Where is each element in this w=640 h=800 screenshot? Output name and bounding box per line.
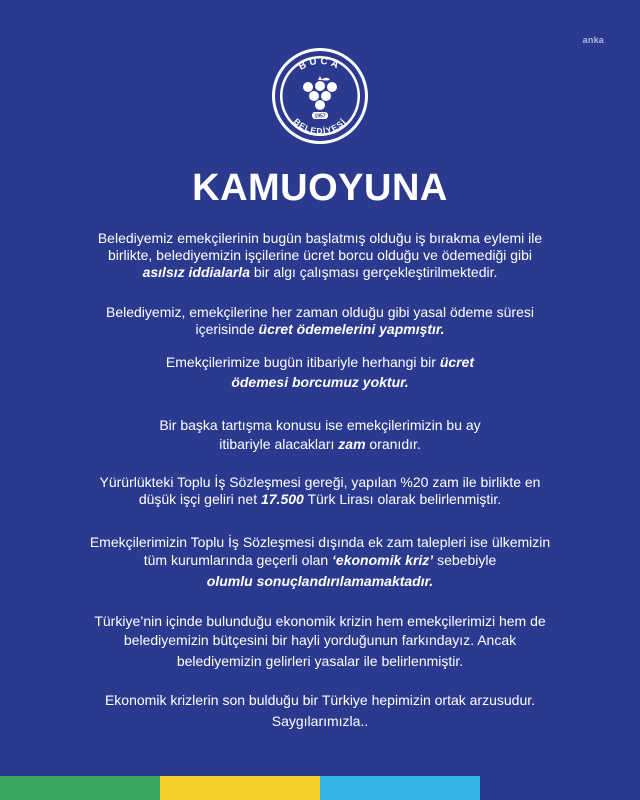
p6-line-1: Emekçilerimizin Toplu İş Sözleşmesi dışında ek zam talepleri ise ülkemizin: [89, 534, 551, 550]
p1-line-1: Belediyemiz emekçilerinin bugün başlatmış olduğu iş bırakma eylemi ile: [97, 230, 543, 246]
logo-bottom-text: BELEDİYESİ: [291, 116, 349, 137]
p4-line-2-end: oranıdır.: [365, 436, 421, 452]
paragraph-8: [40, 690, 600, 732]
p2-line-1: Belediyemiz, emekçilerine her zaman olduğu gibi yasal ödeme süresi: [106, 304, 534, 320]
p3-emphasis-1: ücret: [439, 354, 475, 370]
buca-belediyesi-logo: [270, 46, 370, 146]
paragraph-6: [40, 533, 600, 590]
p8-line-2: Saygılarımızla..: [271, 713, 369, 729]
p1-line-2: birlikte, belediyemizin işçilerine ücret borcu olduğu ve ödemediği gibi: [107, 247, 533, 263]
logo-year-text: 1957: [314, 113, 326, 120]
paragraph-7: [40, 612, 600, 671]
p3-line-1: Emekçilerimize bugün itibariyle herhangi bir: [165, 354, 440, 370]
p7-line-1: Türkiye’nin içinde bulunduğu ekonomik krizin hem emekçilerimizi hem de: [94, 613, 546, 629]
page-title: KAMUOYUNA: [192, 167, 448, 209]
p6-emphasis-2: olumlu sonuçlandırılamamaktadır.: [206, 573, 434, 589]
color-stripe-bar: [0, 776, 640, 800]
p7-line-3: belediyemizin gelirleri yasalar ile belirlenmiştir.: [176, 653, 464, 669]
p5-line-1: Yürürlükteki Toplu İş Sözleşmesi gereği, yapılan %20 zam ile birlikte en: [99, 474, 541, 490]
p4-emphasis: zam: [338, 436, 366, 452]
p1-line-3: bir algı çalışması gerçekleştirilmektedir.: [249, 264, 498, 280]
paragraph-3: [40, 352, 600, 392]
paragraph-2: [40, 304, 600, 338]
logo-emblem-icon: [270, 46, 370, 146]
p5-line-2: düşük işçi geliri net: [138, 491, 261, 507]
paragraph-1: [40, 230, 600, 281]
logo-top-text: BUCA: [297, 55, 343, 73]
stripe-green: [0, 776, 160, 800]
watermark-text: anka: [582, 35, 604, 45]
p6-line-2-end: sebebiyle: [433, 552, 497, 568]
p1-emphasis: asılsız iddialarla: [142, 264, 250, 280]
stripe-cyan: [320, 776, 480, 800]
paragraph-5: [40, 474, 600, 508]
p4-line-1: Bir başka tartışma konusu ise emekçilerimizin bu ay: [159, 417, 481, 433]
p8-line-1: Ekonomik krizlerin son bulduğu bir Türkiye hepimizin ortak arzusudur.: [104, 692, 536, 708]
stripe-yellow: [160, 776, 320, 800]
p2-emphasis: ücret ödemelerini yapmıştır.: [258, 321, 445, 337]
stripe-navy: [480, 776, 640, 800]
p6-emphasis-1: ‘ekonomik kriz’: [332, 552, 434, 568]
p4-line-2: itibariyle alacakları: [219, 436, 339, 452]
p3-emphasis-2: ödemesi borcumuz yoktur.: [231, 374, 409, 390]
paragraph-4: [40, 416, 600, 454]
p7-line-2: belediyemizin bütçesini bir hayli yorduğunun farkındayız. Ancak: [123, 632, 517, 648]
p5-emphasis: 17.500: [260, 491, 304, 507]
p5-line-2-end: Türk Lirası olarak belirlenmiştir.: [303, 491, 502, 507]
p2-line-2: içerisinde: [195, 321, 259, 337]
p6-line-2: tüm kurumlarında geçerli olan: [143, 552, 333, 568]
